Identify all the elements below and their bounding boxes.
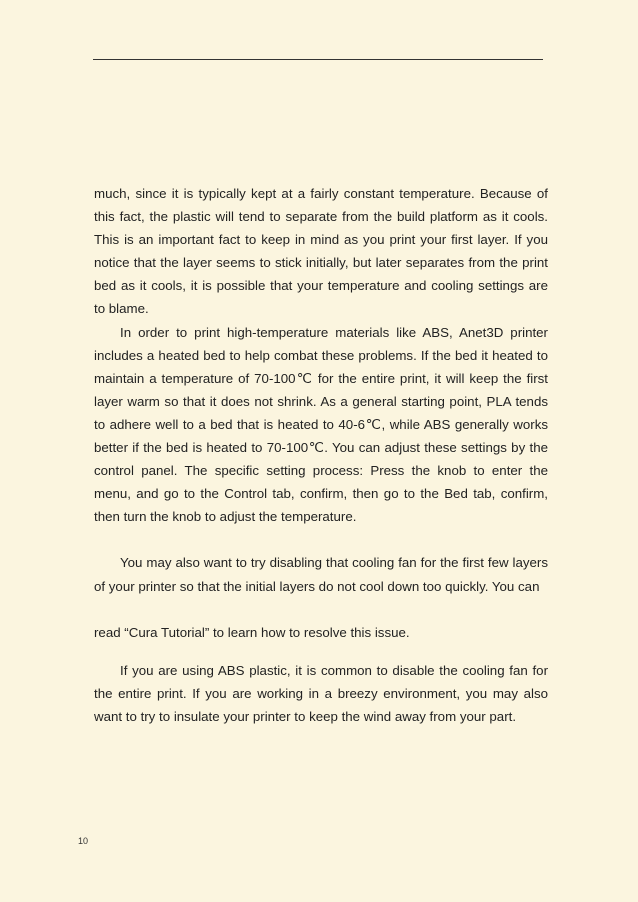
paragraph-4: read “Cura Tutorial” to learn how to resolve this issue.: [94, 624, 410, 640]
header-rule: [93, 59, 543, 60]
page-number: 10: [78, 836, 89, 846]
body-text: [94, 182, 548, 728]
paragraph-2: In order to print high-temperature materials like ABS, Anet3D printer includes a heated bed to help combat these problems. If the bed it heated to maintain a temperature of 70-100℃ for the entire print, it will keep the first layer warm so that it does not shrink. As a general starting point, PLA tends to adhere well to a bed that is heated to 40-6℃, while ABS generally works better if the bed is heated to 70-100℃. You can adjust these settings by the control panel. The specific setting process: Press the knob to enter the menu, and go to the Control tab, confirm, then go to the Bed tab, confirm, then turn the knob to adjust the temperature.: [94, 324, 548, 525]
paragraph-3: You may also want to try disabling that cooling fan for the first few layers of your printer so that the initial layers do not cool down too quickly. You can: [94, 555, 548, 594]
paragraph-5: If you are using ABS plastic, it is common to disable the cooling fan for the entire print. If you are working in a breezy environment, you may also want to try to insulate your printer to keep the wind away from your part.: [94, 662, 548, 724]
paragraph-1: much, since it is typically kept at a fairly constant temperature. Because of this fact, the plastic will tend to separate from the build platform as it cools. This is an important fact to keep in mind as you print your first layer. If you notice that the layer seems to stick initially, but later separates from the print bed as it cools, it is possible that your temperature and cooling settings are to blame.: [94, 186, 548, 317]
